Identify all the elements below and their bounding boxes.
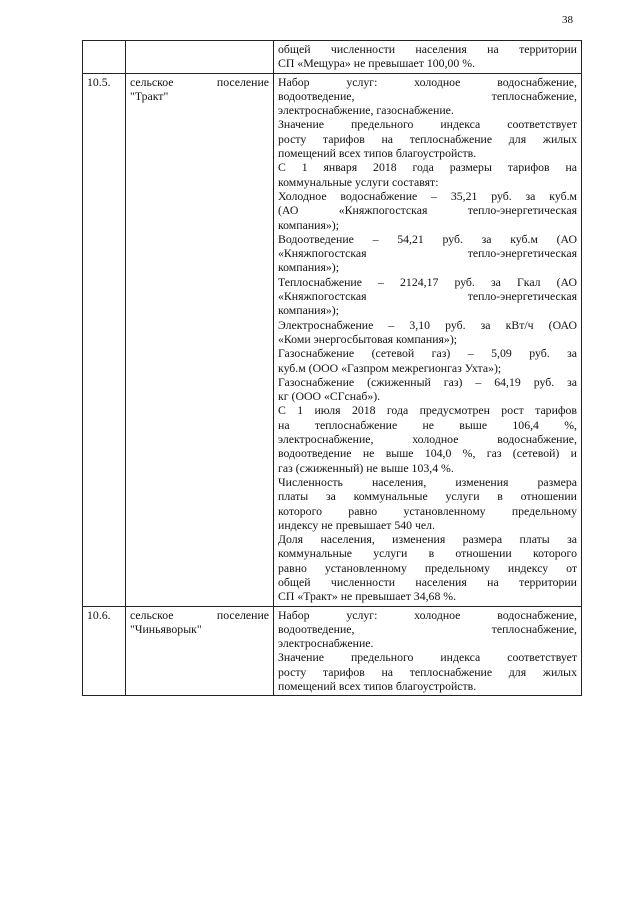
description-paragraph <box>278 232 577 275</box>
text-line: водоотведение, теплоснабжение, <box>278 88 577 103</box>
text-line: на теплоснабжение не выше 106,4 %, <box>278 417 577 432</box>
text-line: водоотведение не выше 104,0 %, газ (сетевой) и <box>278 446 577 461</box>
text-line: компания»); <box>278 303 339 318</box>
description-paragraph <box>278 650 577 693</box>
row-number-cell <box>83 73 126 606</box>
text-line: электроснабжение. <box>278 636 374 651</box>
settlement-line: "Тракт" <box>130 88 169 103</box>
text-line: общей численности населения на территории <box>278 574 577 589</box>
row-number-cell <box>83 41 126 74</box>
text-line: куб.м (ООО «Газпром межрегионгаз Ухта»); <box>278 360 502 375</box>
settlement-cell <box>126 606 274 696</box>
description-paragraph <box>278 608 577 651</box>
text-line: Численность населения, изменения размера <box>278 474 577 489</box>
text-line: Холодное водоснабжение – 35,21 руб. за куб.м <box>278 188 577 203</box>
text-line: Газоснабжение (сетевой газ) – 5,09 руб. за <box>278 346 577 361</box>
text-line: СП «Тракт» не превышает 34,68 %. <box>278 589 457 604</box>
description-paragraph <box>278 532 577 603</box>
text-line: Водоотведение – 54,21 руб. за куб.м (АО <box>278 231 577 246</box>
text-line: общей численности населения на территории <box>278 42 577 56</box>
description-paragraph <box>278 346 577 375</box>
description-paragraph <box>278 275 577 318</box>
settlement-cell <box>126 41 274 74</box>
description-paragraph <box>278 75 577 118</box>
text-line: Значение предельного индекса соответствует <box>278 117 577 132</box>
tariff-table <box>82 40 582 696</box>
description-paragraph <box>278 318 577 347</box>
settlement-line: сельское поселение <box>130 74 269 89</box>
text-line: электроснабжение, газоснабжение. <box>278 103 454 118</box>
text-line: росту тарифов на теплоснабжение для жилых <box>278 131 577 146</box>
text-line: индексу не превышает 540 чел. <box>278 517 435 532</box>
text-line: электроснабжение, холодное водоснабжение, <box>278 432 577 447</box>
text-line: СП «Мещура» не превышает 100,00 %. <box>278 56 476 71</box>
text-line: кг (ООО «СГснаб»). <box>278 389 381 404</box>
text-line: водоотведение, теплоснабжение, <box>278 621 577 636</box>
description-paragraph <box>278 160 577 189</box>
text-line: Газоснабжение (сжиженный газ) – 64,19 руб. за <box>278 374 577 389</box>
text-line: компания»); <box>278 217 339 232</box>
description-paragraph <box>278 117 577 160</box>
text-line: равно установленному предельному индексу от <box>278 560 577 575</box>
text-line: помещений всех типов благоустройств. <box>278 679 477 694</box>
text-line: «Княжпогостская тепло-энергетическая <box>278 289 577 304</box>
text-line: коммунальные услуги составят: <box>278 174 439 189</box>
row-number: 10.5. <box>87 74 111 89</box>
text-line: Набор услуг: холодное водоснабжение, <box>278 74 577 89</box>
description-cell <box>274 606 582 696</box>
text-line: С 1 июля 2018 года предусмотрен рост тарифов <box>278 403 577 418</box>
text-line: помещений всех типов благоустройств. <box>278 146 477 161</box>
description-cell <box>274 73 582 606</box>
text-line: платы за коммунальные услуги в отношении <box>278 489 577 504</box>
text-line: компания»); <box>278 260 339 275</box>
text-line: Теплоснабжение – 2124,17 руб. за Гкал (АО <box>278 274 577 289</box>
text-line: «Коми энергосбытовая компания»); <box>278 331 458 346</box>
text-line: которого равно установленному предельному <box>278 503 577 518</box>
text-line: (АО «Княжпогостская тепло-энергетическая <box>278 203 577 218</box>
text-line: Доля населения, изменения размера платы за <box>278 532 577 547</box>
tariff-table-body <box>83 41 582 696</box>
description-paragraph <box>278 403 577 474</box>
description-paragraph <box>278 375 577 404</box>
description-paragraph <box>278 42 577 71</box>
text-line: Электроснабжение – 3,10 руб. за кВт/ч (ОАО <box>278 317 577 332</box>
text-line: Значение предельного индекса соответствует <box>278 650 577 665</box>
text-line: «Княжпогостская тепло-энергетическая <box>278 246 577 261</box>
description-paragraph <box>278 189 577 232</box>
settlement-line: "Чиньяворык" <box>130 621 202 636</box>
text-line: коммунальные услуги в отношении которого <box>278 546 577 561</box>
text-line: росту тарифов на теплоснабжение для жилых <box>278 664 577 679</box>
page-number: 38 <box>562 14 573 26</box>
table-row <box>83 41 582 74</box>
description-cell <box>274 41 582 74</box>
settlement-line: сельское поселение <box>130 607 269 622</box>
text-line: газ (сжиженный) не выше 103,4 %. <box>278 460 454 475</box>
description-paragraph <box>278 475 577 532</box>
row-number-cell <box>83 606 126 696</box>
settlement-cell <box>126 73 274 606</box>
text-line: Набор услуг: холодное водоснабжение, <box>278 607 577 622</box>
row-number: 10.6. <box>87 607 111 622</box>
table-row <box>83 606 582 696</box>
text-line: С 1 января 2018 года размеры тарифов на <box>278 160 577 175</box>
table-row <box>83 73 582 606</box>
